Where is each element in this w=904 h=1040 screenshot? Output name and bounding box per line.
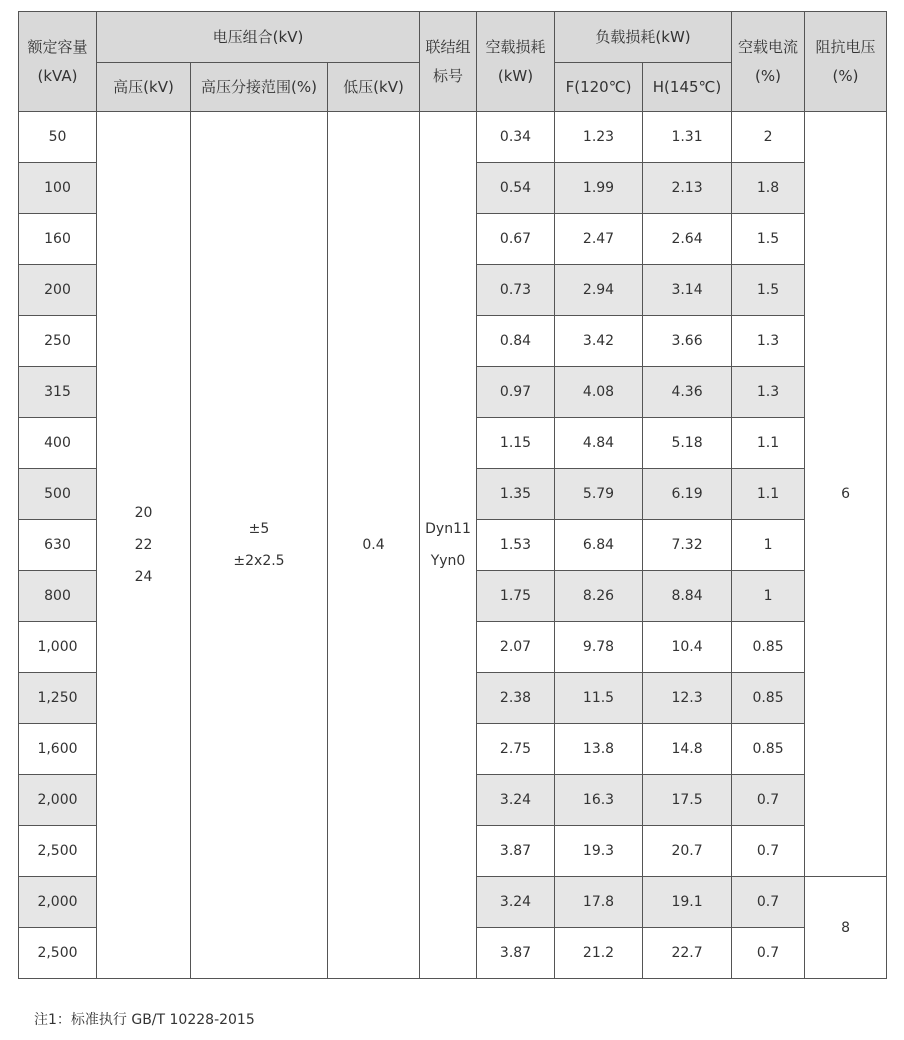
cell-noload-loss: 0.34 bbox=[477, 112, 555, 163]
header-voltage-group: 电压组合(kV) bbox=[97, 12, 420, 63]
merged-line: Dyn11 bbox=[425, 521, 471, 537]
cell-load-h: 4.36 bbox=[643, 367, 732, 418]
cell-load-f: 4.08 bbox=[555, 367, 643, 418]
cell-noload-loss: 1.53 bbox=[477, 520, 555, 571]
cell-load-h: 20.7 bbox=[643, 826, 732, 877]
header-hv: 高压(kV) bbox=[97, 63, 191, 112]
cell-capacity: 500 bbox=[19, 469, 97, 520]
merged-line: 20 bbox=[134, 505, 153, 521]
cell-load-h: 19.1 bbox=[643, 877, 732, 928]
cell-noload-loss: 0.54 bbox=[477, 163, 555, 214]
cell-noload-current: 1.1 bbox=[732, 418, 805, 469]
header-impedance: 阻抗电压 (%) bbox=[805, 12, 887, 112]
cell-load-f: 2.47 bbox=[555, 214, 643, 265]
cell-tap-merged bbox=[191, 112, 328, 979]
cell-noload-loss: 1.15 bbox=[477, 418, 555, 469]
cell-connection-merged bbox=[420, 112, 477, 979]
cell-noload-loss: 3.24 bbox=[477, 877, 555, 928]
header-tap-range: 高压分接范围(%) bbox=[191, 63, 328, 112]
cell-load-h: 1.31 bbox=[643, 112, 732, 163]
transformer-spec-table bbox=[18, 11, 887, 979]
cell-noload-loss: 1.35 bbox=[477, 469, 555, 520]
cell-noload-loss: 3.87 bbox=[477, 826, 555, 877]
cell-load-f: 16.3 bbox=[555, 775, 643, 826]
cell-impedance-6: 6 bbox=[805, 112, 887, 877]
footnote: 注1：标准执行 GB/T 10228-2015 bbox=[34, 1012, 255, 1028]
cell-noload-current: 1.1 bbox=[732, 469, 805, 520]
cell-load-h: 2.64 bbox=[643, 214, 732, 265]
header-load-h: H(145℃) bbox=[643, 63, 732, 112]
cell-hv-merged bbox=[97, 112, 191, 979]
cell-load-h: 5.18 bbox=[643, 418, 732, 469]
cell-noload-loss: 3.87 bbox=[477, 928, 555, 979]
cell-noload-loss: 1.75 bbox=[477, 571, 555, 622]
merged-line: ±2x2.5 bbox=[233, 553, 285, 569]
cell-load-h: 8.84 bbox=[643, 571, 732, 622]
cell-load-f: 3.42 bbox=[555, 316, 643, 367]
cell-load-f: 2.94 bbox=[555, 265, 643, 316]
header-lv: 低压(kV) bbox=[328, 63, 420, 112]
cell-impedance-8: 8 bbox=[805, 877, 887, 979]
cell-noload-loss: 2.07 bbox=[477, 622, 555, 673]
cell-load-f: 6.84 bbox=[555, 520, 643, 571]
cell-load-h: 6.19 bbox=[643, 469, 732, 520]
merged-line: 22 bbox=[134, 537, 153, 553]
cell-load-h: 3.66 bbox=[643, 316, 732, 367]
cell-noload-loss: 0.84 bbox=[477, 316, 555, 367]
cell-noload-loss: 0.67 bbox=[477, 214, 555, 265]
cell-capacity: 50 bbox=[19, 112, 97, 163]
cell-load-f: 19.3 bbox=[555, 826, 643, 877]
merged-line: 24 bbox=[134, 569, 153, 585]
header-connection: 联结组 标号 bbox=[420, 12, 477, 112]
cell-load-h: 10.4 bbox=[643, 622, 732, 673]
cell-load-f: 1.23 bbox=[555, 112, 643, 163]
header-load-loss: 负载损耗(kW) bbox=[555, 12, 732, 63]
cell-capacity: 160 bbox=[19, 214, 97, 265]
cell-noload-current: 0.85 bbox=[732, 724, 805, 775]
cell-noload-current: 1.5 bbox=[732, 265, 805, 316]
cell-load-h: 14.8 bbox=[643, 724, 732, 775]
cell-load-f: 21.2 bbox=[555, 928, 643, 979]
merged-line: Yyn0 bbox=[430, 553, 466, 569]
cell-load-h: 3.14 bbox=[643, 265, 732, 316]
cell-load-h: 2.13 bbox=[643, 163, 732, 214]
cell-noload-loss: 2.38 bbox=[477, 673, 555, 724]
cell-noload-loss: 0.73 bbox=[477, 265, 555, 316]
cell-capacity: 2,500 bbox=[19, 928, 97, 979]
cell-capacity: 2,000 bbox=[19, 775, 97, 826]
cell-noload-loss: 2.75 bbox=[477, 724, 555, 775]
cell-capacity: 1,600 bbox=[19, 724, 97, 775]
cell-load-f: 1.99 bbox=[555, 163, 643, 214]
cell-load-h: 12.3 bbox=[643, 673, 732, 724]
cell-capacity: 2,000 bbox=[19, 877, 97, 928]
cell-noload-current: 2 bbox=[732, 112, 805, 163]
cell-noload-current: 0.7 bbox=[732, 877, 805, 928]
merged-line: ±5 bbox=[248, 521, 270, 537]
cell-load-f: 11.5 bbox=[555, 673, 643, 724]
cell-noload-current: 1.3 bbox=[732, 316, 805, 367]
cell-capacity: 315 bbox=[19, 367, 97, 418]
cell-capacity: 400 bbox=[19, 418, 97, 469]
table-row bbox=[19, 112, 887, 163]
cell-load-f: 4.84 bbox=[555, 418, 643, 469]
cell-noload-current: 0.7 bbox=[732, 928, 805, 979]
cell-capacity: 800 bbox=[19, 571, 97, 622]
cell-noload-current: 0.7 bbox=[732, 775, 805, 826]
cell-capacity: 250 bbox=[19, 316, 97, 367]
cell-noload-loss: 3.24 bbox=[477, 775, 555, 826]
cell-capacity: 1,250 bbox=[19, 673, 97, 724]
cell-load-f: 9.78 bbox=[555, 622, 643, 673]
cell-noload-current: 1 bbox=[732, 571, 805, 622]
cell-load-f: 17.8 bbox=[555, 877, 643, 928]
cell-lv-merged: 0.4 bbox=[328, 112, 420, 979]
cell-load-f: 13.8 bbox=[555, 724, 643, 775]
cell-noload-current: 0.85 bbox=[732, 673, 805, 724]
cell-capacity: 200 bbox=[19, 265, 97, 316]
cell-noload-current: 1 bbox=[732, 520, 805, 571]
header-capacity: 额定容量 (kVA) bbox=[19, 12, 97, 112]
cell-capacity: 100 bbox=[19, 163, 97, 214]
cell-capacity: 1,000 bbox=[19, 622, 97, 673]
cell-noload-current: 1.5 bbox=[732, 214, 805, 265]
cell-load-h: 17.5 bbox=[643, 775, 732, 826]
cell-noload-current: 1.3 bbox=[732, 367, 805, 418]
cell-load-h: 7.32 bbox=[643, 520, 732, 571]
cell-noload-current: 1.8 bbox=[732, 163, 805, 214]
cell-load-f: 8.26 bbox=[555, 571, 643, 622]
header-noload-current: 空载电流 (%) bbox=[732, 12, 805, 112]
cell-capacity: 2,500 bbox=[19, 826, 97, 877]
cell-noload-current: 0.85 bbox=[732, 622, 805, 673]
header-load-f: F(120℃) bbox=[555, 63, 643, 112]
cell-capacity: 630 bbox=[19, 520, 97, 571]
header-noload-loss: 空载损耗 (kW) bbox=[477, 12, 555, 112]
cell-noload-current: 0.7 bbox=[732, 826, 805, 877]
cell-noload-loss: 0.97 bbox=[477, 367, 555, 418]
cell-load-f: 5.79 bbox=[555, 469, 643, 520]
cell-load-h: 22.7 bbox=[643, 928, 732, 979]
